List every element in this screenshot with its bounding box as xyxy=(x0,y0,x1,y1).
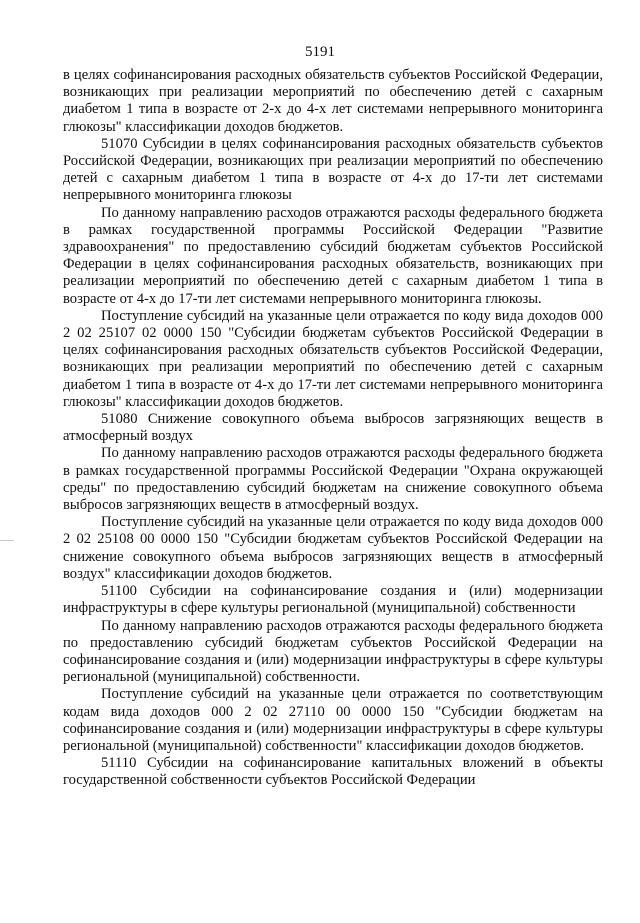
heading-51110: 51110 Субсидии на софинансирование капитальных вложений в объекты государственной собственности субъектов Российской Федерации xyxy=(63,755,603,789)
paragraph: Поступление субсидий на указанные цели отражается по соответствующим кодам вида доходов 000 2 02 27110 00 0000 150 "Субсидии бюджетам на софинансирование создания и (или) модернизации инфраструктуры в сфере культуры региональной (муниципальной) собственности" классификации доходов бюджетов. xyxy=(63,686,603,754)
paragraph: По данному направлению расходов отражаются расходы федерального бюджета в рамках государственной программы Российской Федерации "Развитие здравоохранения" по предоставлению субсидий бюджетам субъектов Российской Федерации в целях софинансирования расходных обязательств, возникающих при реализации мероприятий по обеспечению детей с сахарным диабетом 1 типа в возрасте от 4-х до 17-ти лет системами непрерывного мониторинга глюкозы. xyxy=(63,204,603,307)
heading-51100: 51100 Субсидии на софинансирование создания и (или) модернизации инфраструктуры в сфере культуры региональной (муниципальной) собственности xyxy=(63,583,603,617)
document-body xyxy=(63,67,603,790)
paragraph: По данному направлению расходов отражаются расходы федерального бюджета по предоставлению субсидий бюджетам субъектов Российской Федерации на софинансирование создания и (или) модернизации инфраструктуры в сфере культуры региональной (муниципальной) собственности. xyxy=(63,617,603,686)
paragraph: По данному направлению расходов отражаются расходы федерального бюджета в рамках государственной программы Российской Федерации "Охрана окружающей среды" по предоставлению субсидий бюджетам на снижение совокупного объема выбросов загрязняющих веществ в атмосферный воздух. xyxy=(63,445,603,514)
paragraph: Поступление субсидий на указанные цели отражается по коду вида доходов 000 2 02 25107 02 0000 150 "Субсидии бюджетам субъектов Российской Федерации в целях софинансирования расходных обязательств субъектов Российской Федерации, возникающих при реализации мероприятий по обеспечению детей с сахарным диабетом 1 типа в возрасте от 4-х до 17-ти лет системами непрерывного мониторинга глюкозы" классификации доходов бюджетов. xyxy=(63,307,603,410)
page-number: 5191 xyxy=(305,44,335,60)
paragraph-continuation: в целях софинансирования расходных обязательств субъектов Российской Федерации, возникающих при реализации мероприятий по обеспечению детей с сахарным диабетом 1 типа в возрасте от 2-х до 4-х лет системами непрерывного мониторинга глюкозы" классификации доходов бюджетов. xyxy=(63,67,603,135)
paragraph: Поступление субсидий на указанные цели отражается по коду вида доходов 000 2 02 25108 00 0000 150 "Субсидии бюджетам субъектов Российской Федерации на снижение совокупного объема выбросов загрязняющих веществ в атмосферный воздух" классификации доходов бюджетов. xyxy=(63,514,603,582)
heading-51070: 51070 Субсидии в целях софинансирования расходных обязательств субъектов Российской Федерации, возникающих при реализации мероприятий по обеспечению детей с сахарным диабетом 1 типа в возрасте от 4-х до 17-ти лет системами непрерывного мониторинга глюкозы xyxy=(63,135,603,204)
heading-51080: 51080 Снижение совокупного объема выбросов загрязняющих веществ в атмосферный воздух xyxy=(63,411,603,445)
scan-edge-mark xyxy=(0,540,14,541)
